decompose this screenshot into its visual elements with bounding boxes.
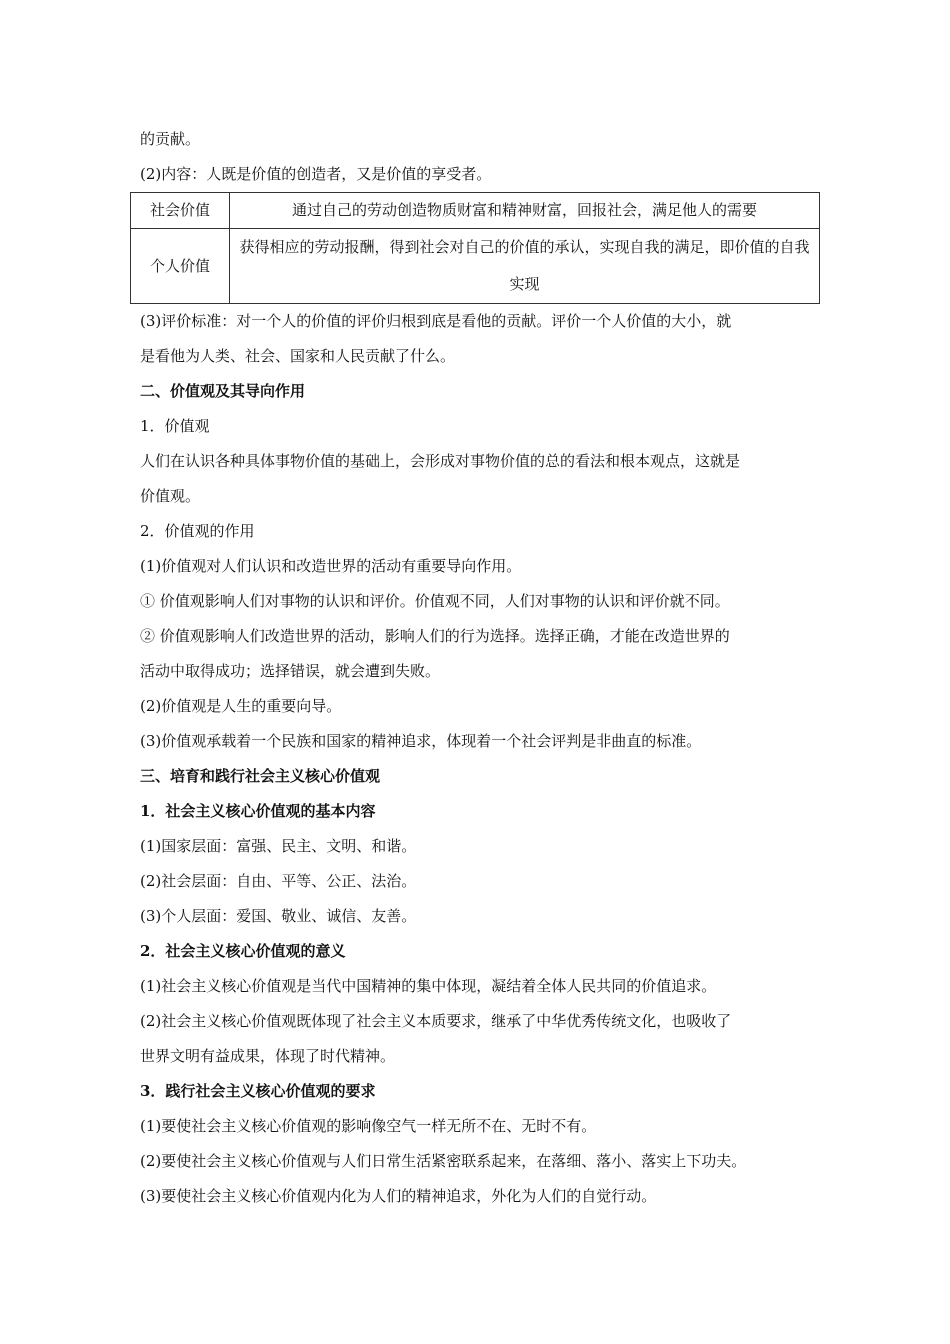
table-label-personal-value: 个人价值 — [131, 229, 230, 304]
section-2-item-1a: ① 价值观影响人们对事物的认识和评价。价值观不同，人们对事物的认识和评价就不同。 — [140, 592, 730, 610]
section-3-sub2-title: 2．社会主义核心价值观的意义 — [140, 942, 346, 960]
section-2-sub1-title: 1．价值观 — [140, 417, 210, 435]
evaluation-line-2: 是看他为人类、社会、国家和人民贡献了什么。 — [140, 347, 456, 365]
section-3-sub3-item: (1)要使社会主义核心价值观的影响像空气一样无所不在、无时不有。 — [140, 1117, 597, 1135]
section-3-sub3-item: (2)要使社会主义核心价值观与人们日常生活紧密联系起来，在落细、落小、落实上下功夫。 — [140, 1152, 747, 1170]
table-row — [131, 229, 820, 304]
section-3-sub2-item-1: (1)社会主义核心价值观是当代中国精神的集中体现，凝结着全体人民共同的价值追求。 — [140, 977, 717, 995]
section-2-sub1-line-1: 人们在认识各种具体事物价值的基础上，会形成对事物价值的总的看法和根本观点，这就是 — [140, 452, 741, 470]
section-3-sub2-item-2-line-1: (2)社会主义核心价值观既体现了社会主义本质要求，继承了中华优秀传统文化，也吸收了 — [140, 1012, 732, 1030]
evaluation-line-1: (3)评价标准：对一个人的价值的评价归根到底是看他的贡献。评价一个人价值的大小，就 — [140, 312, 732, 330]
section-3-sub1-item: (3)个人层面：爱国、敬业、诚信、友善。 — [140, 907, 417, 925]
section-2-sub2-title: 2．价值观的作用 — [140, 522, 255, 540]
table-label-social-value: 社会价值 — [131, 193, 230, 229]
section-3-title: 三、培育和践行社会主义核心价值观 — [140, 767, 381, 785]
section-3-sub3-title: 3．践行社会主义核心价值观的要求 — [140, 1082, 376, 1100]
document-page — [140, 122, 820, 1214]
section-2-item-1: (1)价值观对人们认识和改造世界的活动有重要导向作用。 — [140, 557, 522, 575]
section-2-item-2: (2)价值观是人生的重要向导。 — [140, 697, 342, 715]
section-3-sub3-item: (3)要使社会主义核心价值观内化为人们的精神追求，外化为人们的自觉行动。 — [140, 1187, 657, 1205]
section-2-item-3: (3)价值观承载着一个民族和国家的精神追求，体现着一个社会评判是非曲直的标准。 — [140, 732, 702, 750]
section-3-sub2-item-2-line-2: 世界文明有益成果，体现了时代精神。 — [140, 1047, 396, 1065]
table-content-social-value: 通过自己的劳动创造物质财富和精神财富，回报社会，满足他人的需要 — [230, 193, 820, 229]
table-content-personal-value: 获得相应的劳动报酬，得到社会对自己的价值的承认，实现自我的满足，即价值的自我实现 — [230, 229, 820, 304]
section-2-item-1b-line-1: ② 价值观影响人们改造世界的活动，影响人们的行为选择。选择正确，才能在改造世界的 — [140, 627, 730, 645]
table-row — [131, 193, 820, 229]
content-heading: (2)内容：人既是价值的创造者，又是价值的享受者。 — [140, 165, 492, 183]
section-3-sub1-item: (2)社会层面：自由、平等、公正、法治。 — [140, 872, 417, 890]
section-3-sub1-title: 1．社会主义核心价值观的基本内容 — [140, 802, 376, 820]
section-2-sub1-line-2: 价值观。 — [140, 487, 201, 505]
section-3-sub1-item: (1)国家层面：富强、民主、文明、和谐。 — [140, 837, 417, 855]
paragraph-continuation: 的贡献。 — [140, 130, 201, 148]
value-table — [130, 192, 820, 304]
section-2-title: 二、价值观及其导向作用 — [140, 382, 306, 400]
section-2-item-1b-line-2: 活动中取得成功；选择错误，就会遭到失败。 — [140, 662, 441, 680]
